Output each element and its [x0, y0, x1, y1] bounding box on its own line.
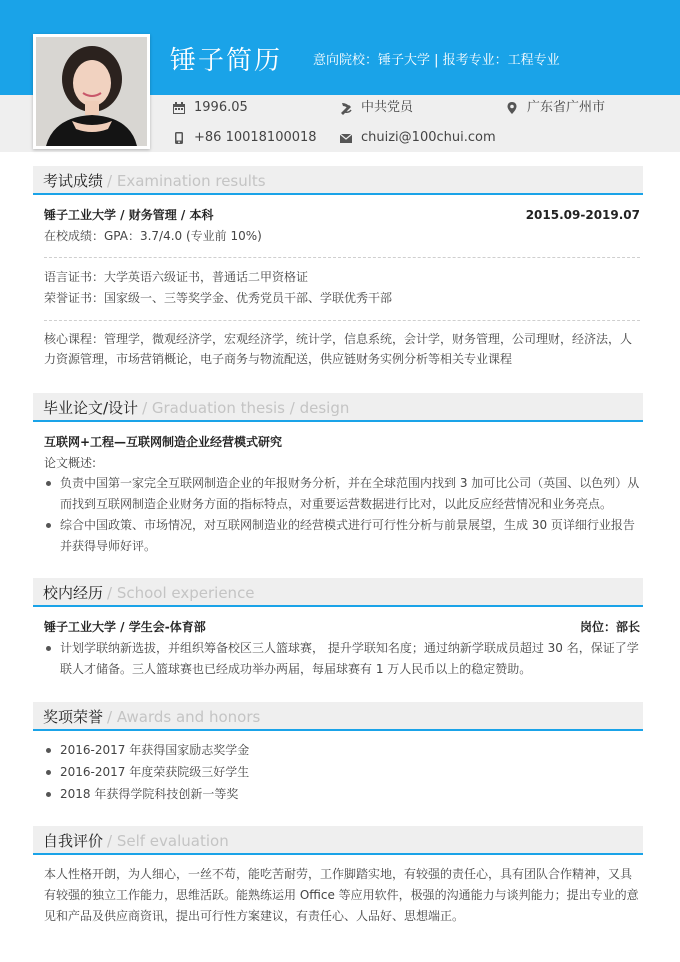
- party-emblem-icon: [339, 101, 353, 115]
- bullet-line: 并获得导师好评。: [60, 539, 157, 553]
- education-entry: [44, 205, 640, 225]
- section-subtitle: / Graduation thesis / design: [142, 399, 350, 417]
- divider: [44, 320, 640, 321]
- resume-title: 锤子简历: [170, 46, 283, 76]
- section-header-exam: [33, 166, 643, 195]
- section-subtitle: / School experience: [107, 584, 255, 602]
- portrait-image: [36, 37, 147, 146]
- divider: [44, 257, 640, 258]
- bullet-line: 计划学联纳新选拔，并组织筹备校区三人篮球赛， 提升学联知名度；通过纳新学联成员超过 30 名，保证了学: [60, 641, 639, 655]
- honor-certificates: 荣誉证书：国家级一、三等奖学金、优秀党员干部、学联优秀干部: [44, 291, 393, 305]
- phone-icon: [172, 131, 186, 145]
- bullet-line: 负责中国第一家完全互联网制造企业的年报财务分析，并在全球范围内找到 3 加可比公司（英国、以色列）从: [60, 476, 640, 490]
- section-subtitle: / Self evaluation: [107, 832, 229, 850]
- location-info: [505, 99, 605, 117]
- section-title: 自我评价: [43, 832, 104, 850]
- phone-number: +86 10018100018: [194, 130, 317, 145]
- section-title: 奖项荣誉: [43, 708, 104, 726]
- thesis-bullet-1: [44, 473, 640, 515]
- section-header-awards: [33, 702, 643, 731]
- bullet-line: 联人才储备。三人篮球赛也已经成功举办两届，每届球赛有 1 万人民币以上的稳定赞助。: [60, 662, 532, 676]
- award-item: 2016-2017 年获得国家励志奖学金: [44, 740, 640, 761]
- section-header-school: [33, 578, 643, 607]
- section-header-thesis: [33, 393, 643, 422]
- self-evaluation-line-3: 见和产品及供应商资讯，提出可行性方案建议，有责任心、人品好、思想端正。: [44, 909, 465, 923]
- award-item: 2016-2017 年度荣获院级三好学生: [44, 762, 640, 783]
- self-evaluation-line-2: 有较强的独立工作能力，思维活跃。能熟练运用 Office 等应用软件，极强的沟通能力与谈判能力；提出专业的意: [44, 888, 639, 902]
- envelope-icon: [339, 131, 353, 145]
- core-courses-line-2: 力资源管理，市场营销概论，电子商务与物流配送，供应链财务实例分析等相关专业课程: [44, 352, 513, 366]
- experience-bullet: [44, 638, 640, 680]
- politics-info: [339, 99, 413, 117]
- calendar-icon: [172, 101, 186, 115]
- section-header-self: [33, 826, 643, 855]
- bullet-line: 综合中国政策、市场情况，对互联网制造业的经营模式进行可行性分析与前景展望，生成 30 页详细行业报告: [60, 518, 635, 532]
- experience-entry: [44, 617, 640, 637]
- phone-info: [172, 129, 317, 147]
- school-major-degree: 锤子工业大学 / 财务管理 / 本科: [44, 208, 214, 222]
- profile-photo: [33, 34, 150, 149]
- email-info: [339, 129, 496, 147]
- section-title: 毕业论文/设计: [43, 399, 139, 417]
- political-status: 中共党员: [361, 100, 414, 115]
- email-address: chuizi@100chui.com: [361, 130, 496, 145]
- thesis-bullet-2: [44, 515, 640, 557]
- core-courses-line-1: 核心课程：管理学，微观经济学，宏观经济学，统计学，信息系统，会计学，财务管理，公司理财，经济法，人: [44, 332, 633, 346]
- award-item: 2018 年获得学院科技创新一等奖: [44, 784, 640, 805]
- birth-info: [172, 99, 248, 117]
- location: 广东省广州市: [527, 100, 606, 115]
- application-intent: 意向院校：锤子大学 | 报考专业：工程专业: [313, 53, 560, 68]
- section-subtitle: / Awards and honors: [107, 708, 261, 726]
- organization: 锤子工业大学 / 学生会-体育部: [44, 620, 206, 634]
- bullet-line: 而找到互联网制造企业财务方面的指标特点，对重要运营数据进行比对，以此反应经营情况和业务亮点。: [60, 497, 613, 511]
- gpa-line: 在校成绩：GPA：3.7/4.0 (专业前 10%): [44, 229, 262, 243]
- language-certificates: 语言证书：大学英语六级证书，普通话二甲资格证: [44, 270, 309, 284]
- section-title: 校内经历: [43, 584, 104, 602]
- location-pin-icon: [505, 101, 519, 115]
- thesis-topic: 互联网+工程—互联网制造企业经营模式研究: [44, 435, 283, 449]
- section-title: 考试成绩: [43, 172, 104, 190]
- study-period: 2015.09-2019.07: [525, 208, 640, 222]
- birth-date: 1996.05: [194, 100, 248, 115]
- thesis-summary-label: 论文概述:: [44, 456, 97, 470]
- self-evaluation-line-1: 本人性格开朗，为人细心，一丝不苟，能吃苦耐劳，工作脚踏实地，有较强的责任心，具有团队合作精神，又具: [44, 867, 633, 881]
- section-subtitle: / Examination results: [107, 172, 266, 190]
- position: 岗位：部长: [579, 620, 640, 634]
